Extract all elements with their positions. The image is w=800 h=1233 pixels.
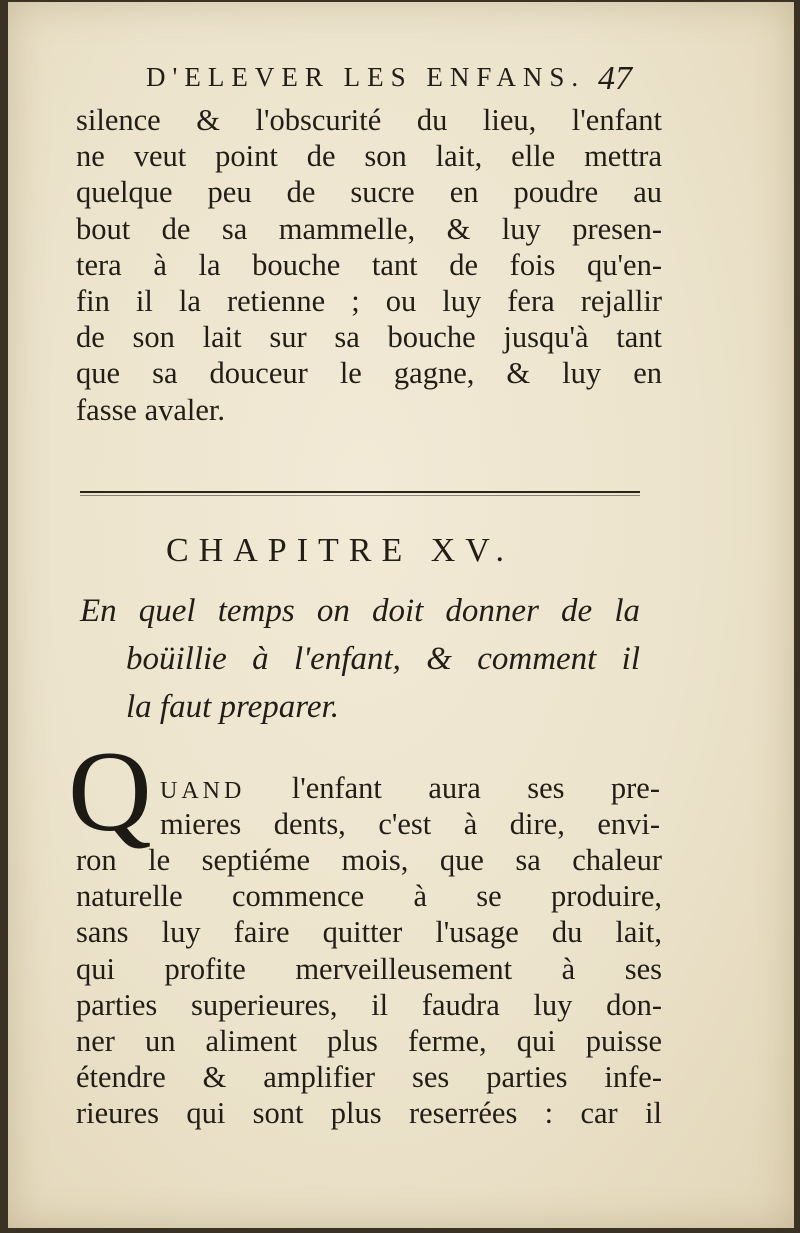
text-line: fasse avaler.	[76, 392, 226, 427]
subtitle-line: En quel temps on doit donner de la	[80, 593, 640, 629]
text-line-rest: l'enfant aura ses pre-	[291, 771, 660, 805]
text-line: ron le septiéme mois, que sa chaleur	[76, 843, 662, 877]
text-line: sans luy faire quitter l'usage du lait,	[76, 915, 662, 950]
text-line: étendre & amplifier ses parties infe-	[76, 1060, 662, 1095]
section-divider-rule	[80, 491, 640, 493]
chapter-title: CHAPITRE XV.	[166, 532, 514, 569]
running-header: D'ELEVER LES ENFANS.	[146, 62, 586, 92]
chapter-opening-lines	[160, 770, 660, 842]
text-line: bout de sa mammelle, & luy presen-	[76, 211, 662, 246]
subtitle-line: boüillie à l'enfant, & comment il	[126, 641, 640, 677]
text-line: ne veut point de son lait, elle mettra	[76, 139, 662, 174]
text-line	[160, 770, 660, 806]
text-line: quelque peu de sucre en poudre au	[76, 175, 662, 210]
text-line: que sa douceur le gagne, & luy en	[76, 356, 662, 391]
text-line: tera à la bouche tant de fois qu'en-	[76, 247, 662, 282]
text-line: parties superieures, il faudra luy don-	[76, 987, 662, 1022]
continued-paragraph	[76, 102, 662, 428]
text-line: rieures qui sont plus reserrées : car il	[76, 1096, 662, 1131]
text-line: fin il la retienne ; ou luy fera rejallir	[76, 283, 662, 318]
text-line: ner un aliment plus ferme, qui puisse	[76, 1023, 662, 1058]
book-page	[8, 2, 794, 1228]
chapter-paragraph	[76, 842, 662, 1132]
chapter-subtitle	[80, 587, 640, 731]
text-line: de son lait sur sa bouche jusqu'à tant	[76, 320, 662, 355]
text-line: mieres dents, c'est à dire, envi-	[160, 807, 660, 842]
drop-cap: Q	[68, 728, 152, 856]
lead-small-caps: UAND	[160, 778, 246, 804]
text-line: naturelle commence à se produire,	[76, 879, 662, 914]
text-line: silence & l'obscurité du lieu, l'enfant	[76, 103, 662, 137]
subtitle-line: la faut preparer.	[126, 689, 339, 725]
text-line: qui profite merveilleusement à ses	[76, 951, 662, 986]
page-number: 47	[598, 60, 632, 97]
